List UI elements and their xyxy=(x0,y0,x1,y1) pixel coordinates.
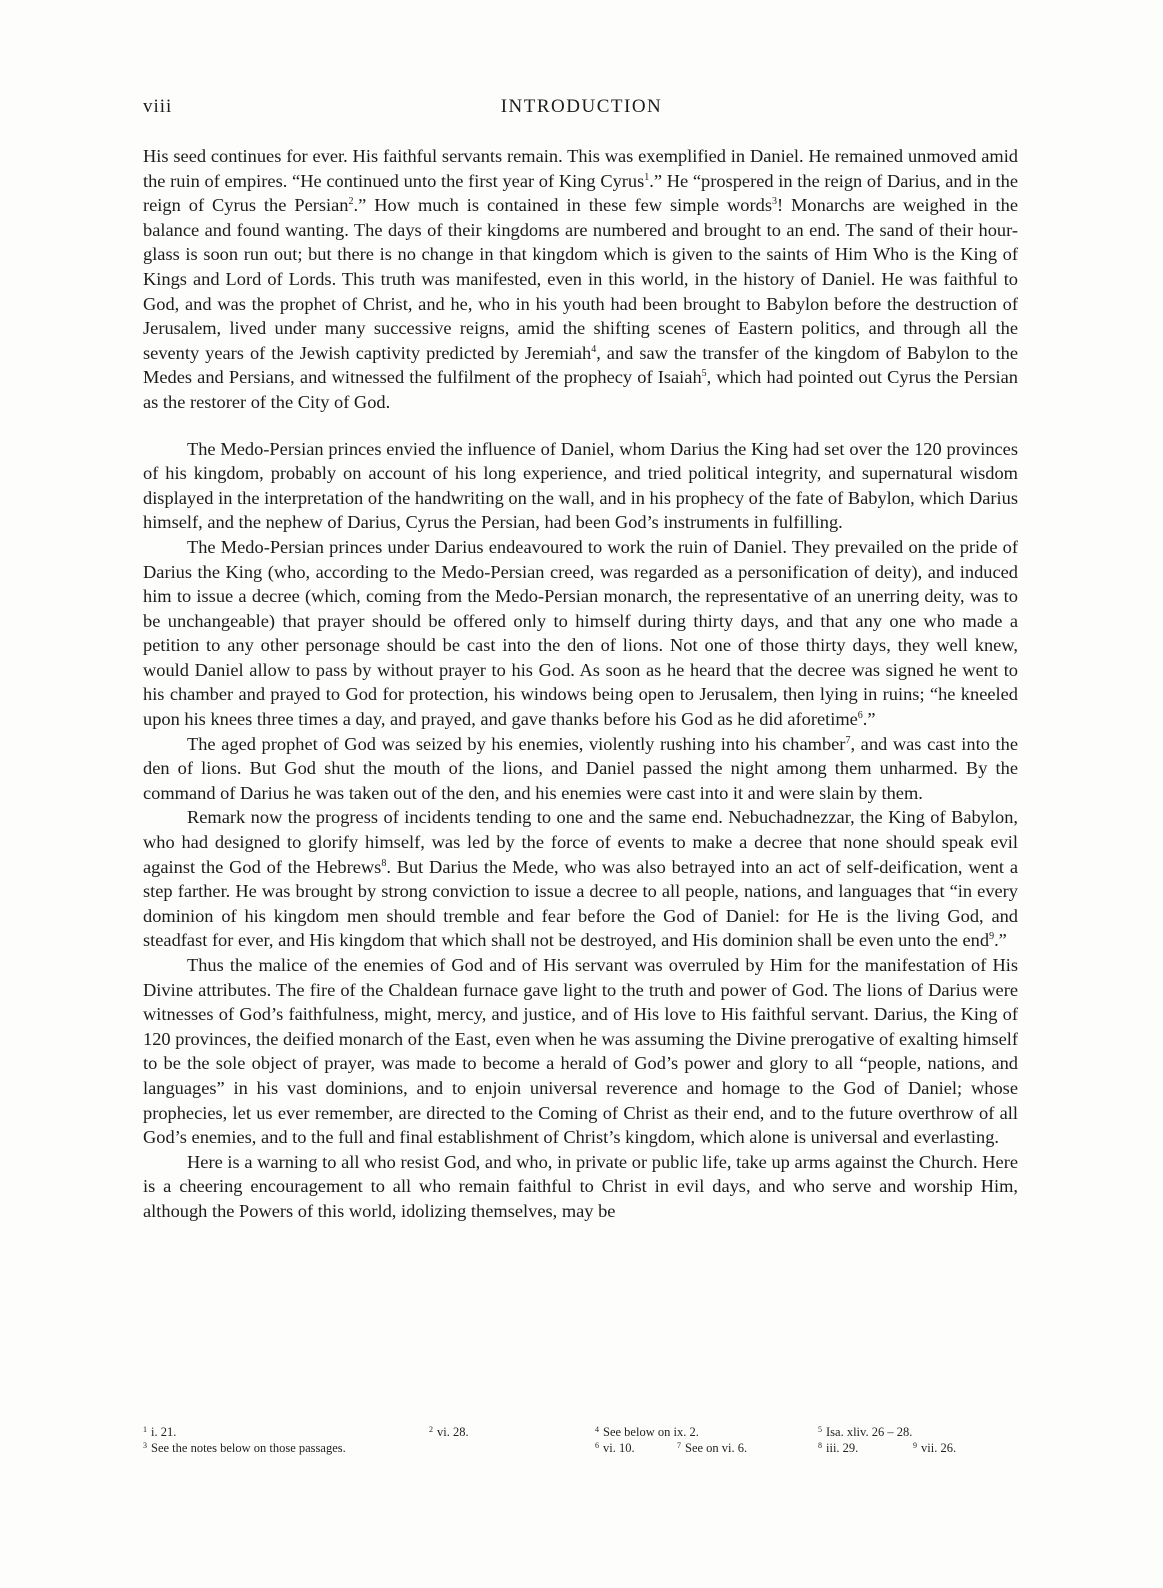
text-run: ! Monarchs are weighed in the balance and found wanting. The days of their kingdoms are numbered and brought to an end. The sand of their hour-glass is soon run out; but there is no change in that kingdom which is given to the saints of Him Who is the King of Kings and Lord of Lords. This truth was manifested, even in this world, in the history of Daniel. He was faithful to God, and was the prophet of Christ, and he, who in his youth had been brought to Babylon before the destruction of Jerusalem, lived under many successive reigns, amid the shifting scenes of Eastern politics, and through all the seventy years of the Jewish captivity predicted by Jeremiah xyxy=(143,195,1018,363)
text-run: , and was cast into the den of lions. But God shut the mouth of the lions, and Daniel passed the night among them unharmed. By the command of Darius he was taken out of the den, and his enemies were cast into it and were slain by them. xyxy=(143,733,1018,803)
footnote-3: $^3$ See the notes below on those passages. xyxy=(143,1441,346,1455)
footnote-ref-3: 3 xyxy=(771,196,777,208)
paragraph-4 xyxy=(143,732,1018,806)
paragraph-6: Thus the malice of the enemies of God and of His servant was overruled by Him for the manifestation of His Divine attributes. The fire of the Chaldean furnace gave light to the truth and power of God. The lions of Darius were witnesses of God’s faithfulness, might, mercy, and justice, and of His love to His faithful servant. Darius, the King of 120 provinces, the deified monarch of the East, even when he was assuming the Divine prerogative of exalting himself to be the sole object of prayer, was made to become a herald of God’s power and glory to all “people, nations, and languages” in his vast dominions, and to enjoin universal reverence and homage to the God of Daniel; whose prophecies, let us ever remember, are directed to the Coming of Christ as their end, and to the future overthrow of all God’s enemies, and to the full and final establishment of Christ’s kingdom, which alone is universal and everlasting. xyxy=(143,955,1018,1148)
footnote-ref-7: 7 xyxy=(845,734,851,746)
text-run: Remark now the progress of incidents tending to one and the same end. Nebuchadnezzar, the King of Babylon, who had designed to glorify himself, was led by the force of events to make a decree that none should speak evil against the God of the Hebrews xyxy=(143,807,1018,877)
footnote-ref-4: 4 xyxy=(591,343,597,355)
text-run: , and saw the transfer of the kingdom of Babylon to the Medes and Persians, and witnessed the fulfilment of the prophecy of Isaiah xyxy=(143,342,1018,388)
text-run: , which had pointed out Cyrus the Persian as the restorer of the City of God. xyxy=(143,367,1018,412)
text-run: .” xyxy=(862,709,876,730)
text-run: The aged prophet of God was seized by his enemies, violently rushing into his chamber xyxy=(187,733,846,754)
text-run: The Medo-Persian princes under Darius endeavoured to work the ruin of Daniel. They prevailed on the pride of Darius the King (who, according to the Medo-Persian creed, was regarded as a personification of deity), and induced him to issue a decree (which, coming from the Medo-Persian monarch, the representative of an unerring deity, was to be unchangeable) that prayer should be offered only to himself during thirty days, and that any one who made a petition to any other personage should be cast into the den of lions. Not one of those thirty days, they well knew, would Daniel allow to pass by without prayer to his God. As soon as he heard that the decree was signed he went to his chamber and prayed to God for protection, his windows being open to Jerusalem, then lying in ruins; “he kneeled upon his knees three times a day, and prayed, and gave thanks before his God as he did aforetime xyxy=(143,536,1018,730)
footnote-ref-6: 6 xyxy=(857,710,863,722)
text-run: His seed continues for ever. His faithful servants remain. This was exemplified in Daniel. He remained unmoved amid the ruin of empires. “He continued unto the first year of King Cyrus xyxy=(143,146,1018,191)
running-head: INTRODUCTION xyxy=(500,96,663,117)
footnote-ref-2: 2 xyxy=(348,196,354,208)
footnote-8: $^8$ iii. 29. xyxy=(818,1441,859,1455)
body-text xyxy=(143,144,1018,1224)
paragraph-2: The Medo-Persian princes envied the influence of Daniel, whom Darius the King had set over the 120 provinces of his kingdom, probably on account of his long experience, and tried political integrity, and supernatural wisdom displayed in the interpretation of the handwriting on the wall, and in his prophecy of the fate of Babylon, which Darius himself, and the nephew of Darius, Cyrus the Persian, had been God’s instruments in fulfilling. xyxy=(143,438,1018,533)
page-number: viii xyxy=(143,96,173,117)
footnote-row xyxy=(143,1438,1018,1454)
footnote-ref-9: 9 xyxy=(989,931,995,943)
footnote-2: $^2$ vi. 28. xyxy=(429,1425,469,1439)
footnote-row xyxy=(143,1422,1018,1438)
footnotes xyxy=(143,1422,1018,1454)
text-run: .” He “prospered in the reign of Darius, and in the reign of Cyrus the Persian xyxy=(143,170,1019,216)
footnote-4: $^4$ See below on ix. 2. xyxy=(595,1425,699,1439)
text-run: .” xyxy=(994,930,1007,951)
footnote-1: $^1$ i. 21. xyxy=(143,1425,177,1439)
text-run: . But Darius the Mede, who was also betrayed into an act of self-deification, went a step farther. He was brought by strong conviction to issue a decree to all people, nations, and languages that “in every dominion of his kingdom men should tremble and fear before the God of Daniel: for He is the living God, and steadfast for ever, and His kingdom that which shall not be destroyed, and His dominion shall be even unto the end xyxy=(143,856,1018,951)
footnote-6: $^6$ vi. 10. xyxy=(595,1441,635,1455)
paragraph-7: Here is a warning to all who resist God, and who, in private or public life, take up arms against the Church. Here is a cheering encouragement to all who remain faithful to Christ in evil days, and who serve and worship Him, although the Powers of this world, idolizing themselves, may be xyxy=(143,1151,1018,1221)
paragraph-5 xyxy=(143,805,1018,953)
paragraph-3 xyxy=(143,535,1018,732)
footnote-ref-5: 5 xyxy=(701,368,707,380)
footnote-7: $^7$ See on vi. 6. xyxy=(677,1441,748,1455)
footnote-5: $^5$ Isa. xliv. 26 – 28. xyxy=(818,1425,913,1439)
text-run: .” How much is contained in these few simple words xyxy=(353,195,772,216)
footnote-ref-8: 8 xyxy=(381,857,387,869)
paragraph-1 xyxy=(143,144,1018,415)
footnote-9: $^9$ vii. 26. xyxy=(913,1441,957,1455)
footnote-ref-1: 1 xyxy=(644,171,650,183)
